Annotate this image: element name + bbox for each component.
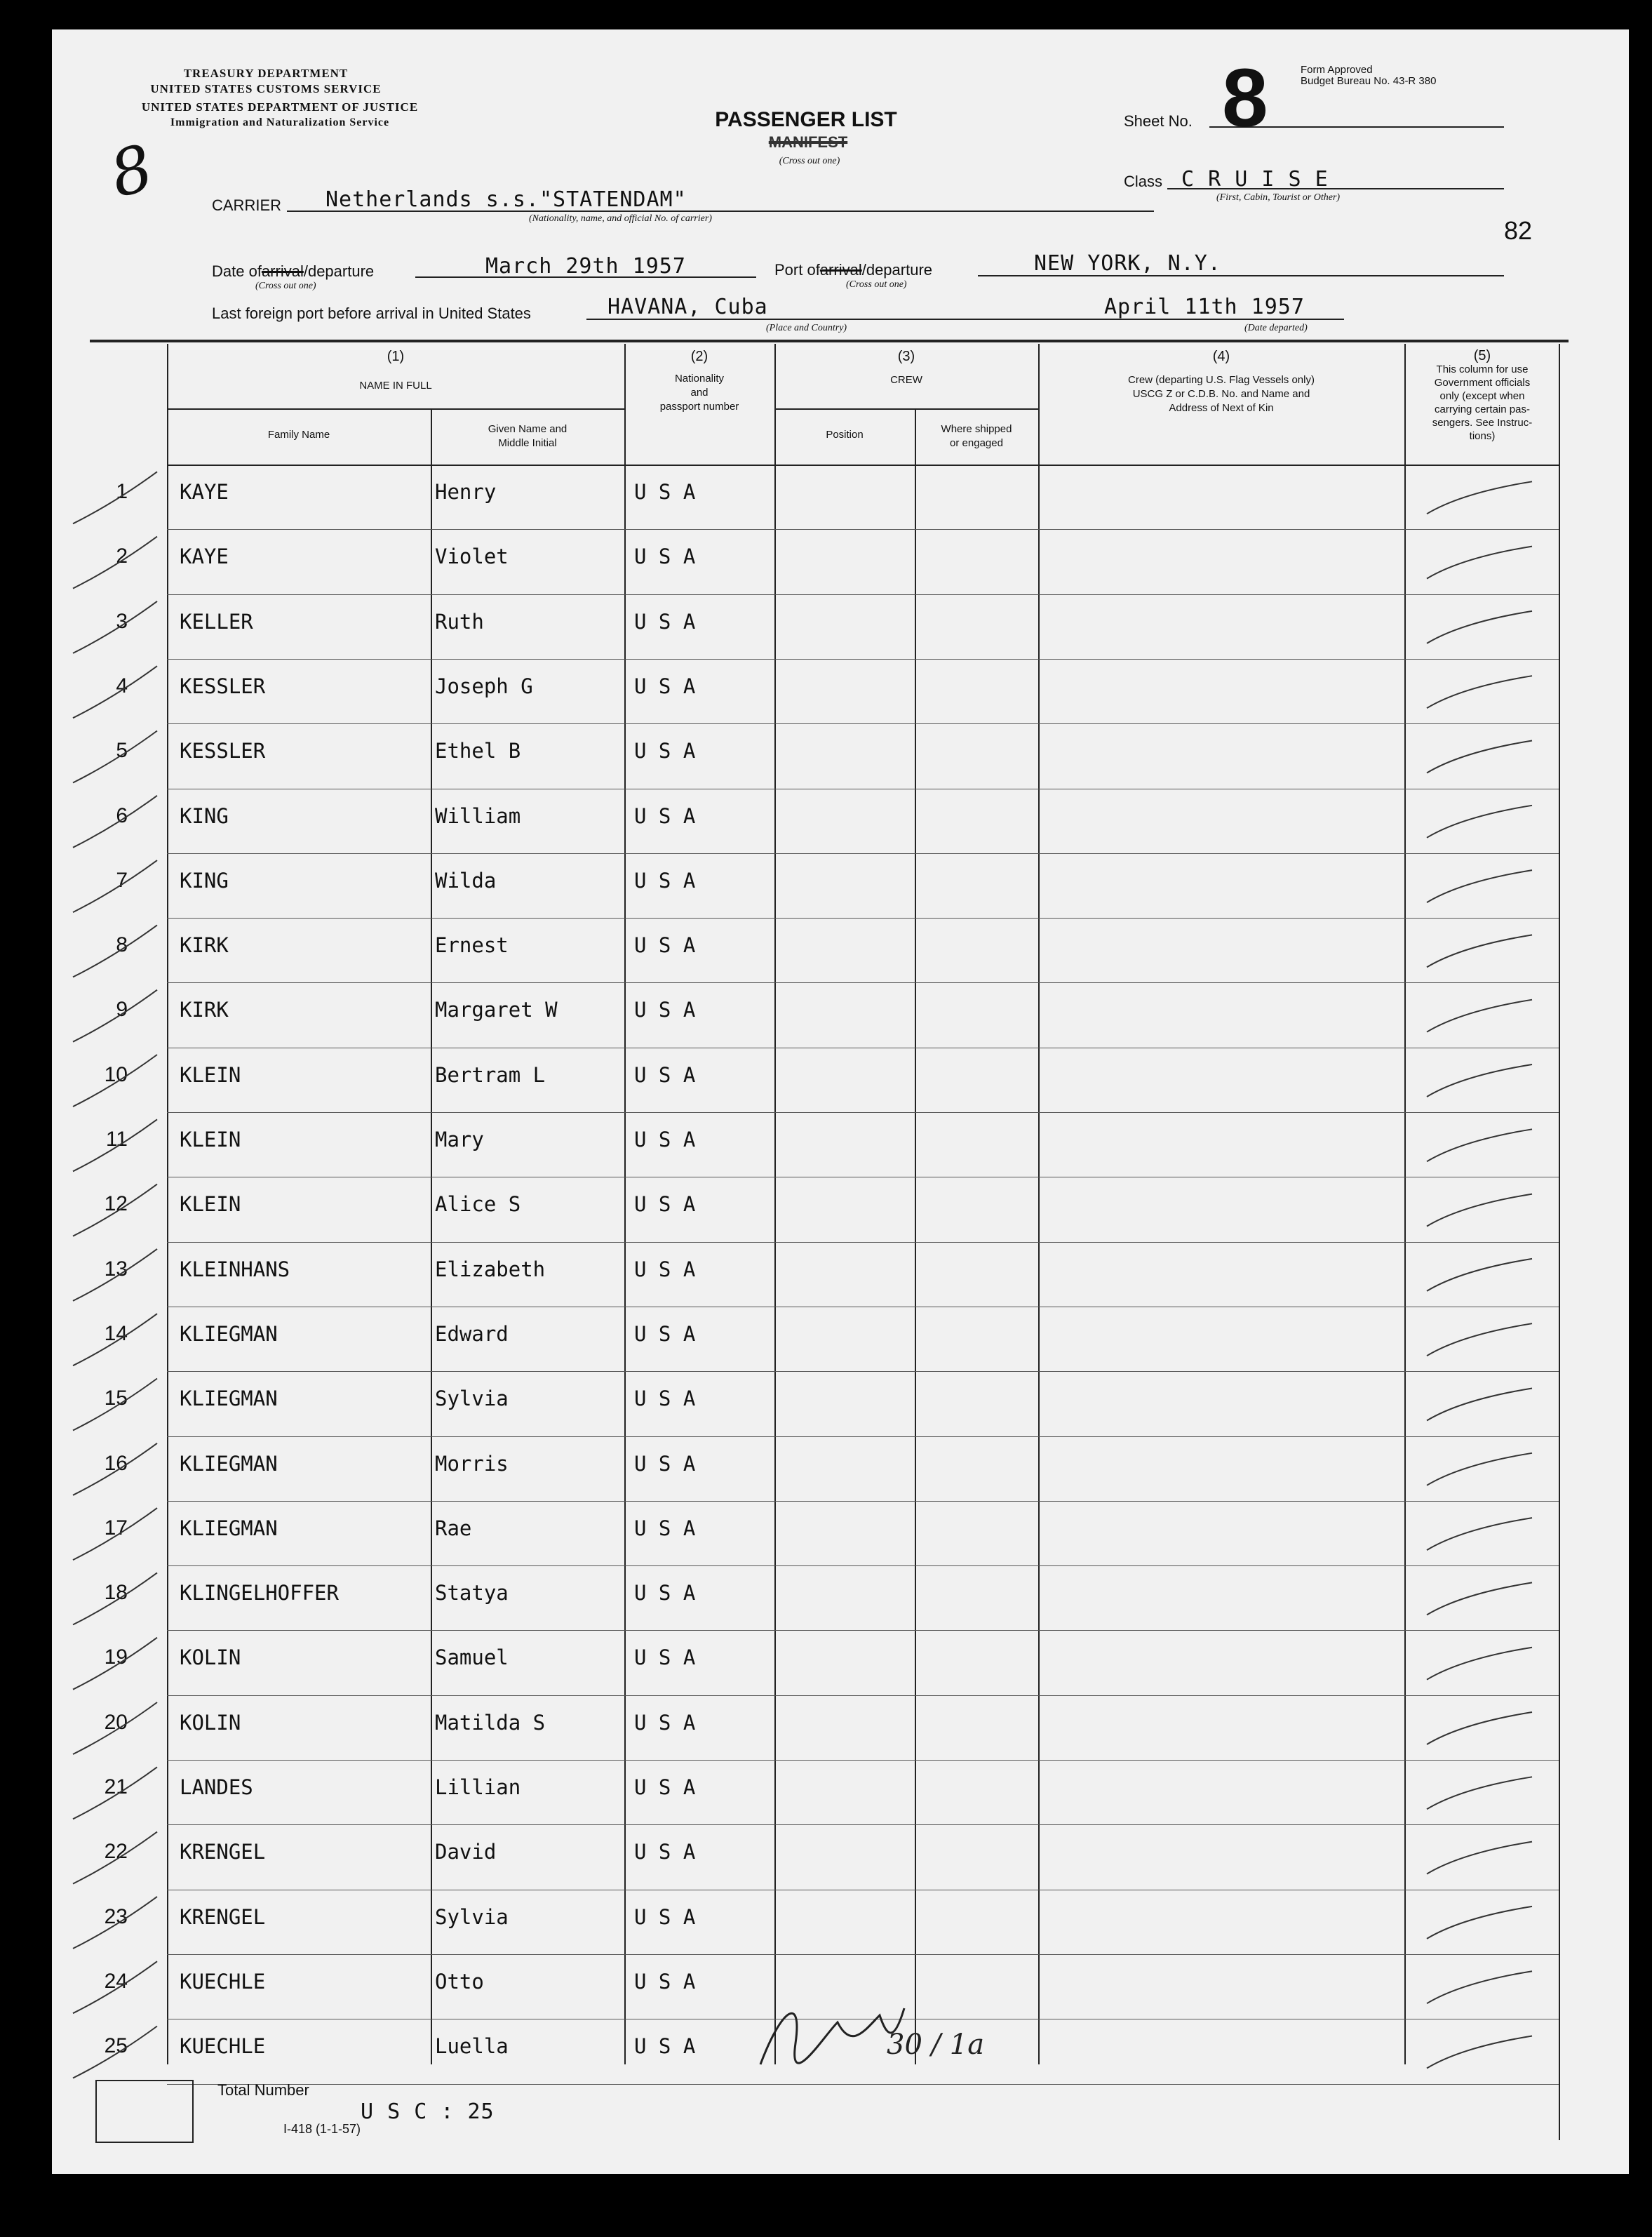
left-checkmark (73, 990, 157, 1042)
left-checkmark (73, 731, 157, 783)
left-checkmark (73, 1767, 157, 1819)
given-name-cell: Otto (435, 1969, 484, 1994)
family-name-cell: KLEIN (180, 1128, 241, 1151)
col-position: Position (826, 429, 864, 441)
nationality-cell: U S A (634, 1645, 696, 1670)
nationality-cell: U S A (634, 1840, 696, 1864)
col2-line2: and (690, 387, 709, 399)
row-number: 8 (116, 933, 128, 957)
col-shipped-line2: or engaged (950, 437, 1003, 449)
class-note: (First, Cabin, Tourist or Other) (1216, 192, 1341, 203)
left-checkmark (73, 1055, 157, 1107)
total-value: U S C : 25 (361, 2099, 495, 2124)
family-name-cell: KLEIN (180, 1192, 241, 1217)
date-cross-note: (Cross out one) (255, 281, 316, 291)
given-name-cell: Margaret W (435, 998, 558, 1022)
agency-line-treasury: TREASURY DEPARTMENT (183, 67, 349, 80)
left-checkmark (73, 1184, 157, 1236)
row-number: 13 (104, 1257, 128, 1281)
col4-number: (4) (1212, 349, 1230, 364)
document-page (52, 29, 1629, 2174)
total-box (95, 2080, 194, 2143)
row-number: 7 (116, 868, 128, 892)
col5-checkmark (1427, 1712, 1532, 1744)
col5-checkmark (1427, 741, 1532, 773)
nationality-cell: U S A (634, 545, 696, 569)
left-checkmark (73, 1443, 157, 1495)
nationality-cell: U S A (634, 674, 696, 698)
col2-number: (2) (690, 349, 709, 364)
handwritten-note: 30 / 1a (887, 2029, 985, 2061)
row-number: 20 (104, 1710, 128, 1734)
date-departed-value: April 11th 1957 (1104, 295, 1305, 319)
col5-checkmark (1427, 935, 1532, 967)
date-label-crossed: arrival (261, 262, 304, 280)
port-label-crossed: arrival (819, 261, 862, 279)
nationality-cell: U S A (634, 1904, 696, 1929)
row-number: 21 (104, 1775, 128, 1798)
col5-line6: tions) (1469, 430, 1496, 442)
col-family-name: Family Name (267, 429, 330, 441)
nationality-cell: U S A (634, 868, 696, 893)
given-name-cell: Statya (435, 1581, 509, 1605)
col2-line3: passport number (659, 401, 739, 413)
row-number: 18 (104, 1581, 128, 1605)
given-name-cell: Sylvia (435, 1904, 509, 1929)
nationality-cell: U S A (634, 480, 696, 504)
given-name-cell: Ethel B (435, 739, 521, 763)
col5-checkmark (1427, 1777, 1532, 1809)
nationality-cell: U S A (634, 1192, 696, 1217)
col5-checkmark (1427, 1907, 1532, 1939)
page-ref: 82 (1504, 216, 1533, 245)
col5-checkmark (1427, 1323, 1532, 1356)
last-port-note: (Place and Country) (766, 323, 847, 333)
row-number: 9 (116, 998, 128, 1022)
left-checkmark (73, 472, 157, 523)
family-name-cell: KUECHLE (180, 1969, 266, 1994)
handwritten-mark: 8 (102, 131, 161, 213)
col5-checkmark (1427, 1194, 1532, 1227)
col5-checkmark (1427, 611, 1532, 643)
left-checkmark (73, 1508, 157, 1560)
left-checkmark (73, 1832, 157, 1884)
last-port-label: Last foreign port before arrival in United States (212, 305, 531, 322)
class-label: Class (1124, 173, 1163, 190)
left-checkmark (73, 860, 157, 912)
family-name-cell: KLEIN (180, 1062, 241, 1087)
nationality-cell: U S A (634, 1969, 696, 1994)
family-name-cell: KIRK (180, 933, 229, 958)
nationality-cell: U S A (634, 1581, 696, 1605)
nationality-cell: U S A (634, 609, 696, 634)
given-name-cell: Mary (435, 1128, 484, 1151)
col5-checkmark (1427, 870, 1532, 902)
col3-title: CREW (890, 374, 922, 386)
nationality-cell: U S A (634, 1321, 696, 1346)
given-name-cell: William (435, 803, 521, 828)
port-label-post: /departure (861, 261, 933, 279)
family-name-cell: KRENGEL (180, 1904, 266, 1929)
col5-checkmark (1427, 1259, 1532, 1291)
row-number: 1 (116, 480, 128, 503)
family-name-cell: KOLIN (180, 1645, 241, 1670)
col5-checkmark (1427, 1129, 1532, 1161)
left-checkmark (73, 1961, 157, 2013)
left-checkmark (73, 1572, 157, 1624)
col5-checkmark (1427, 1518, 1532, 1550)
port-cross-note: (Cross out one) (846, 279, 907, 290)
given-name-cell: Henry (435, 480, 497, 504)
col-shipped-line1: Where shipped (941, 423, 1012, 435)
family-name-cell: KLIEGMAN (180, 1516, 278, 1540)
col5-line2: Government officials (1434, 377, 1531, 389)
family-name-cell: KING (180, 868, 229, 893)
col5-checkmark (1427, 1389, 1532, 1421)
col2-line1: Nationality (674, 373, 725, 385)
left-checkmark (73, 1379, 157, 1431)
row-number: 24 (104, 1969, 128, 1993)
nationality-cell: U S A (634, 998, 696, 1022)
left-checkmark (73, 601, 157, 653)
row-number: 2 (116, 545, 128, 568)
col5-number: (5) (1473, 348, 1491, 363)
nationality-cell: U S A (634, 1775, 696, 1799)
row-number: 16 (104, 1451, 128, 1475)
family-name-cell: KAYE (180, 545, 229, 569)
nationality-cell: U S A (634, 1710, 696, 1735)
left-checkmark (73, 1314, 157, 1365)
family-name-cell: KIRK (180, 998, 229, 1022)
col5-checkmark (1427, 547, 1532, 579)
row-number: 19 (104, 1645, 128, 1669)
col3-number: (3) (897, 349, 915, 364)
col1-number: (1) (387, 349, 405, 364)
given-name-cell: Lillian (435, 1775, 521, 1799)
port-value: NEW YORK, N.Y. (1034, 251, 1221, 276)
nationality-cell: U S A (634, 803, 696, 828)
form-approved-line: Form Approved (1301, 64, 1373, 76)
left-checkmark (73, 1638, 157, 1690)
given-name-cell: David (435, 1840, 497, 1864)
nationality-cell: U S A (634, 1062, 696, 1087)
left-checkmark (73, 2026, 157, 2078)
date-label-pre: Date of (212, 262, 262, 280)
given-name-cell: Violet (435, 545, 509, 569)
given-name-cell: Matilda S (435, 1710, 546, 1735)
col4-line2: USCG Z or C.D.B. No. and Name and (1132, 388, 1310, 400)
col4-line1: Crew (departing U.S. Flag Vessels only) (1128, 374, 1315, 386)
col1-title: NAME IN FULL (359, 380, 432, 392)
date-departed-note: (Date departed) (1244, 323, 1308, 333)
row-number: 11 (105, 1128, 128, 1151)
last-port-value: HAVANA, Cuba (607, 295, 768, 319)
given-name-cell: Luella (435, 2034, 509, 2059)
col5-checkmark (1427, 1971, 1532, 2003)
given-name-cell: Elizabeth (435, 1257, 546, 1281)
family-name-cell: KELLER (180, 609, 253, 634)
left-checkmark (73, 537, 157, 589)
nationality-cell: U S A (634, 1451, 696, 1476)
carrier-note: (Nationality, name, and official No. of carrier) (529, 213, 712, 224)
date-value: March 29th 1957 (485, 254, 686, 279)
family-name-cell: KESSLER (180, 674, 266, 698)
given-name-cell: Alice S (435, 1192, 521, 1217)
row-number: 15 (104, 1387, 128, 1410)
row-number: 10 (104, 1062, 128, 1086)
given-name-cell: Wilda (435, 868, 497, 893)
row-number: 6 (116, 803, 128, 827)
col4-line3: Address of Next of Kin (1169, 402, 1274, 414)
left-checkmark (73, 925, 157, 977)
family-name-cell: KING (180, 803, 229, 828)
col5-checkmark (1427, 1582, 1532, 1615)
sheet-label: Sheet No. (1124, 112, 1193, 130)
family-name-cell: KUECHLE (180, 2034, 266, 2059)
col5-checkmark (1427, 2036, 1532, 2069)
family-name-cell: KLIEGMAN (180, 1451, 278, 1476)
agency-line-justice: UNITED STATES DEPARTMENT OF JUSTICE (141, 100, 419, 114)
form-number: I-418 (1-1-57) (283, 2122, 361, 2136)
title-note: (Cross out one) (779, 156, 840, 166)
row-number: 14 (104, 1321, 128, 1345)
col5-checkmark (1427, 481, 1532, 514)
family-name-cell: KLIEGMAN (180, 1321, 278, 1346)
nationality-cell: U S A (634, 1257, 696, 1281)
given-name-cell: Edward (435, 1321, 509, 1346)
agency-line-ins: Immigration and Naturalization Service (170, 116, 390, 128)
sheet-number: 8 (1222, 52, 1268, 145)
class-value: C R U I S E (1181, 167, 1329, 192)
port-label-pre: Port of (774, 261, 820, 279)
col5-checkmark (1427, 1064, 1532, 1097)
title-crossed: MANIFEST (768, 133, 848, 151)
left-checkmark (73, 796, 157, 848)
nationality-cell: U S A (634, 2034, 696, 2059)
nationality-cell: U S A (634, 1387, 696, 1411)
left-checkmark (73, 1702, 157, 1754)
nationality-cell: U S A (634, 933, 696, 958)
handwritten-checkmarks (52, 29, 1629, 2174)
left-checkmark (73, 666, 157, 718)
row-number: 5 (116, 739, 128, 763)
col5-line1: This column for use (1436, 363, 1529, 375)
row-number: 22 (104, 1840, 128, 1864)
given-name-cell: Rae (435, 1516, 472, 1540)
nationality-cell: U S A (634, 1516, 696, 1540)
col5-checkmark (1427, 1453, 1532, 1485)
row-number: 23 (104, 1904, 128, 1928)
nationality-cell: U S A (634, 1128, 696, 1151)
given-name-cell: Joseph G (435, 674, 533, 698)
col5-checkmark (1427, 1842, 1532, 1874)
family-name-cell: KOLIN (180, 1710, 241, 1735)
signature-scribble (760, 2008, 904, 2064)
col5-checkmark (1427, 1000, 1532, 1032)
given-name-cell: Ernest (435, 933, 509, 958)
given-name-cell: Ruth (435, 609, 484, 634)
family-name-cell: KLEINHANS (180, 1257, 290, 1281)
col5-checkmark (1427, 806, 1532, 838)
page-title: PASSENGER LIST (715, 108, 897, 131)
budget-bureau-line: Budget Bureau No. 43-R 380 (1301, 75, 1437, 87)
carrier-label: CARRIER (212, 196, 282, 214)
nationality-cell: U S A (634, 739, 696, 763)
given-name-cell: Samuel (435, 1645, 509, 1670)
row-number: 25 (104, 2034, 128, 2058)
family-name-cell: KLIEGMAN (180, 1387, 278, 1411)
col5-line5: sengers. See Instruc- (1432, 417, 1533, 429)
col5-checkmark (1427, 1648, 1532, 1680)
family-name-cell: KRENGEL (180, 1840, 266, 1864)
row-number: 17 (104, 1516, 128, 1540)
col5-line3: only (except when (1439, 390, 1525, 402)
given-name-cell: Sylvia (435, 1387, 509, 1411)
left-checkmark (73, 1119, 157, 1171)
col-given-line1: Given Name and (488, 423, 568, 435)
family-name-cell: LANDES (180, 1775, 253, 1799)
given-name-cell: Morris (435, 1451, 509, 1476)
date-label-post: /departure (303, 262, 375, 280)
family-name-cell: KESSLER (180, 739, 266, 763)
row-number: 4 (116, 674, 128, 697)
agency-line-customs: UNITED STATES CUSTOMS SERVICE (150, 82, 382, 95)
family-name-cell: KAYE (180, 480, 229, 504)
row-number: 3 (116, 609, 128, 633)
col-given-line2: Middle Initial (498, 437, 557, 449)
left-checkmark (73, 1249, 157, 1301)
total-label: Total Number (217, 2081, 309, 2099)
col5-line4: carrying certain pas- (1435, 403, 1530, 415)
carrier-value: Netherlands s.s."STATENDAM" (325, 187, 687, 212)
col5-checkmark (1427, 676, 1532, 708)
family-name-cell: KLINGELHOFFER (180, 1581, 339, 1605)
row-number: 12 (104, 1192, 128, 1216)
left-checkmark (73, 1897, 157, 1949)
given-name-cell: Bertram L (435, 1062, 546, 1087)
